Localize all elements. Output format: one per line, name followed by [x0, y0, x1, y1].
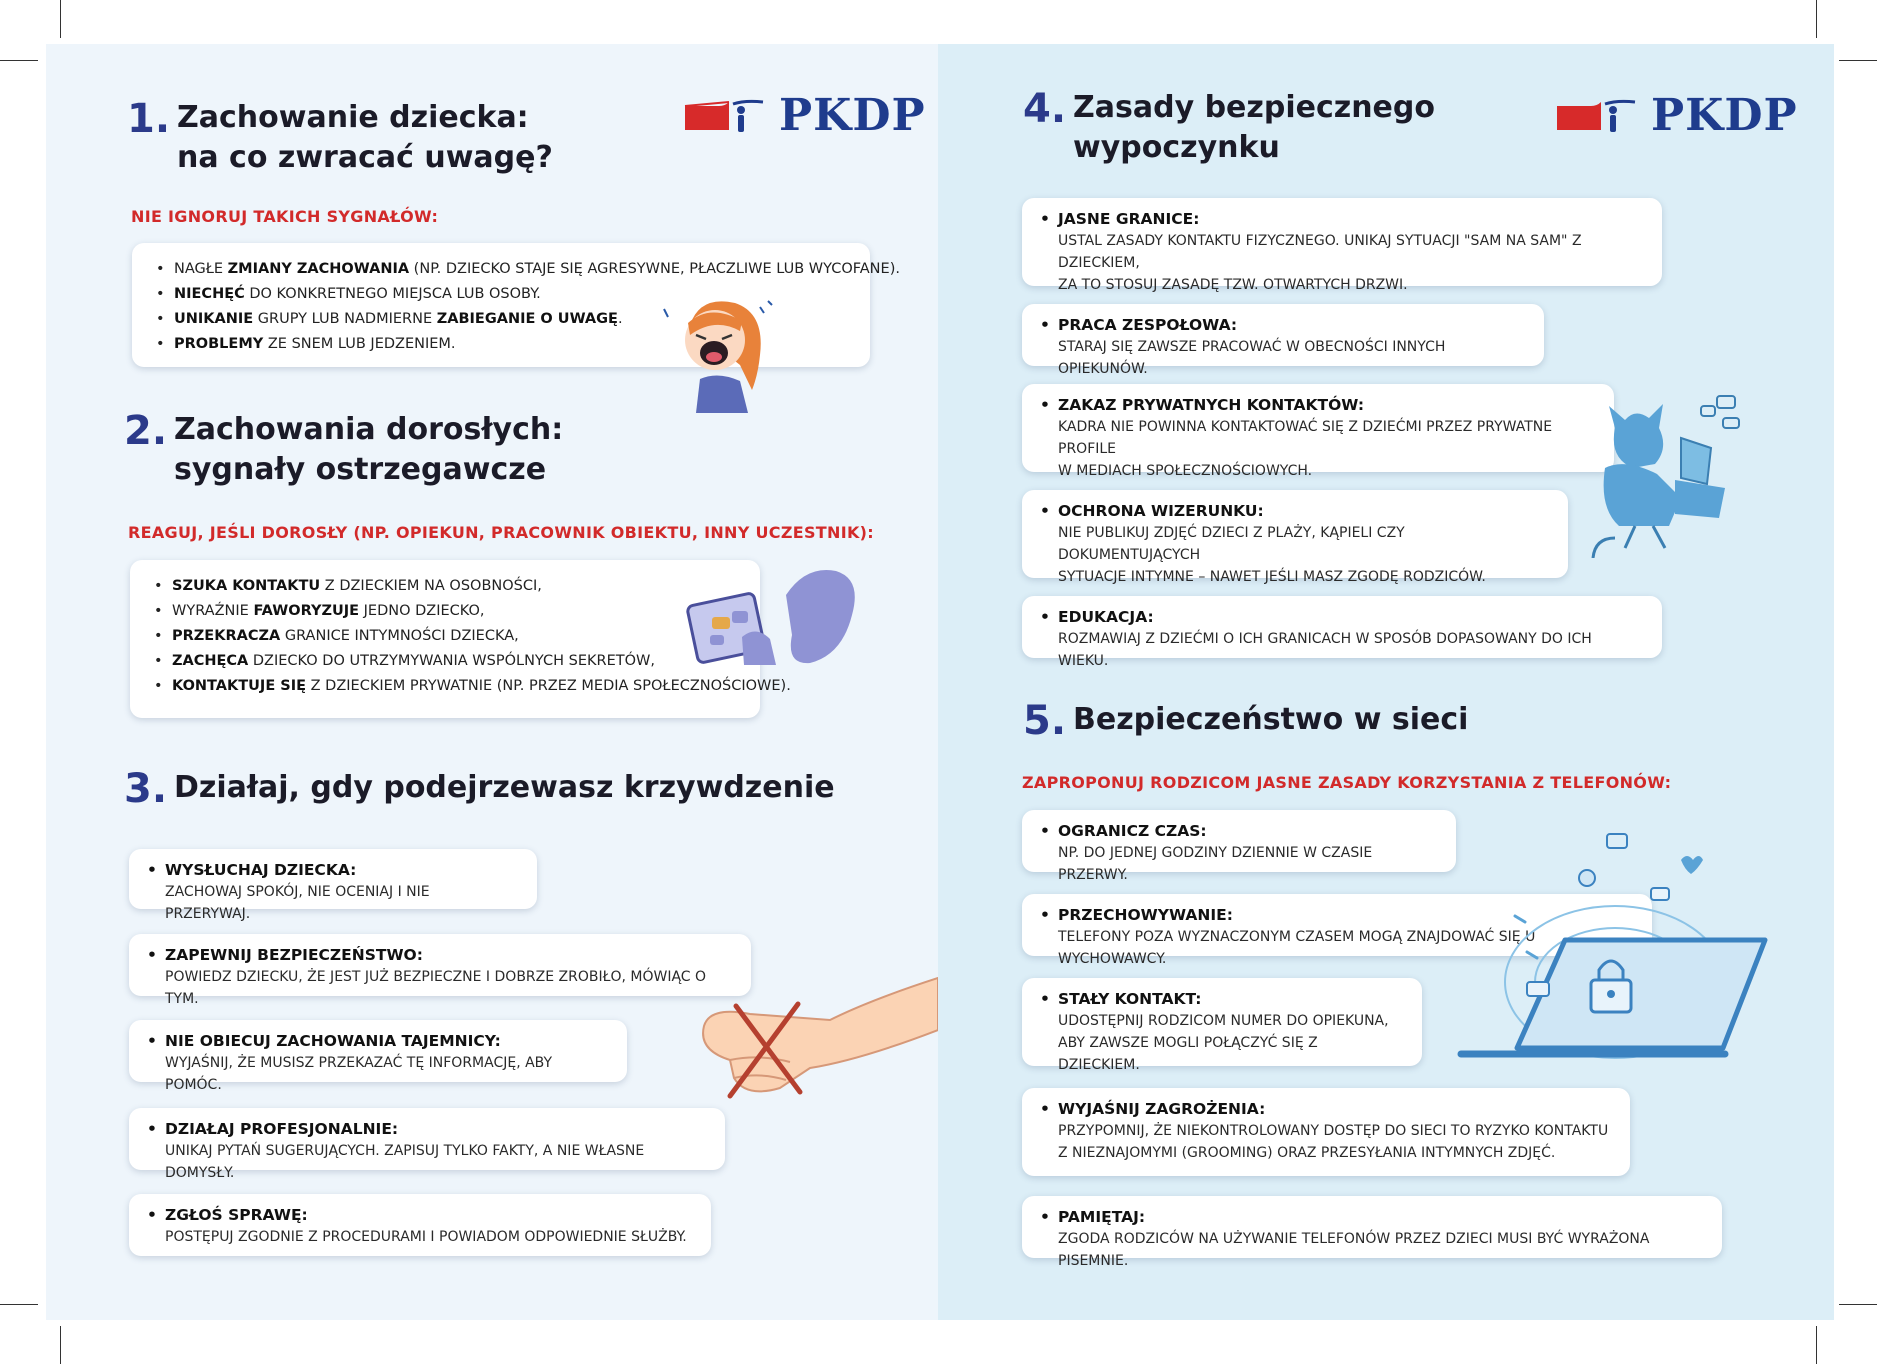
card-heading: • STAŁY KONTAKT:: [1058, 988, 1402, 1010]
card-text: ZACHOWAJ SPOKÓJ, NIE OCENIAJ I NIE PRZERYWAJ.: [165, 884, 430, 922]
section-2-note: REAGUJ, JEŚLI DOROSŁY (NP. OPIEKUN, PRACOWNIK OBIEKTU, INNY UCZESTNIK):: [128, 523, 874, 542]
section-1-header: [127, 98, 553, 178]
card-text: POSTĘPUJ ZGODNIE Z PROCEDURAMI I POWIADOM ODPOWIEDNIE SŁUŻBY.: [165, 1229, 687, 1245]
crop-mark: [60, 1326, 61, 1364]
card-heading: • ZAPEWNIJ BEZPIECZEŃSTWO:: [165, 944, 731, 966]
section-5-card-1: [1022, 810, 1456, 883]
card-heading: • PRACA ZESPOŁOWA:: [1058, 314, 1524, 336]
card-text: STARAJ SIĘ ZAWSZE PRACOWAĆ W OBECNOŚCI INNYCH OPIEKUNÓW.: [1058, 339, 1446, 377]
crop-mark: [1839, 60, 1877, 61]
stop-hand-icon: [690, 970, 938, 1110]
section-3-card-3: [129, 1020, 627, 1093]
section-title: Zachowanie dziecka: na co zwracać uwagę?: [177, 100, 553, 175]
card-text: ZGODA RODZICÓW NA UŻYWANIE TELEFONÓW PRZEZ DZIECI MUSI BYĆ WYRAŻONA PISEMNIE.: [1058, 1231, 1650, 1269]
list-item: • SZUKA KONTAKTU Z DZIECKIEM NA OSOBNOŚCI,: [172, 574, 736, 599]
crop-mark: [1839, 1304, 1877, 1305]
card-heading: • OCHRONA WIZERUNKU:: [1058, 500, 1548, 522]
card-heading: • WYSŁUCHAJ DZIECKA:: [165, 859, 517, 881]
section-number: 4.: [1023, 86, 1067, 132]
list-item: • UNIKANIE GRUPY LUB NADMIERNE ZABIEGANIE O UWAGĘ.: [174, 307, 846, 332]
section-1-note: NIE IGNORUJ TAKICH SYGNAŁÓW:: [131, 207, 439, 226]
section-3-card-5: [129, 1194, 711, 1256]
section-title: Działaj, gdy podejrzewasz krzywdzenie: [174, 770, 835, 805]
list-item: • PROBLEMY ZE SNEM LUB JEDZENIEM.: [174, 332, 846, 357]
crop-mark: [0, 1304, 38, 1305]
card-text: TELEFONY POZA WYZNACZONYM CZASEM MOGĄ ZNAJDOWAĆ SIĘ U WYCHOWAWCY.: [1058, 929, 1536, 967]
section-2-list-card: [130, 560, 791, 718]
crop-mark: [1816, 0, 1817, 38]
section-title: Zachowania dorosłych: sygnały ostrzegawcze: [174, 412, 564, 487]
section-2-header: [124, 410, 563, 490]
card-text: KADRA NIE POWINNA KONTAKTOWAĆ SIĘ Z DZIEĆMI PRZEZ PRYWATNE PROFILE W MEDIACH SPOŁECZNOŚCIOWYCH.: [1058, 419, 1553, 479]
section-3-card-2: [129, 934, 751, 1007]
section-3-card-4: [129, 1108, 725, 1181]
card-heading: • OGRANICZ CZAS:: [1058, 820, 1436, 842]
list-item: • ZACHĘCA DZIECKO DO UTRZYMYWANIA WSPÓLNYCH SEKRETÓW,: [172, 649, 736, 674]
card-heading: • WYJAŚNIJ ZAGROŻENIA:: [1058, 1098, 1610, 1120]
card-text: ROZMAWIAJ Z DZIEĆMI O ICH GRANICACH W SPOSÓB DOPASOWANY DO ICH WIEKU.: [1058, 631, 1592, 669]
card-text: NIE PUBLIKUJ ZDJĘĆ DZIECI Z PLAŻY, KĄPIELI CZY DOKUMENTUJĄCYCH SYTUACJE INTYMNE – NAWET JEŚLI MASZ ZGODĘ RODZICÓW.: [1058, 525, 1486, 585]
phone-hand-icon: [686, 565, 870, 667]
crop-mark: [0, 60, 38, 61]
card-heading: • NIE OBIECUJ ZACHOWANIA TAJEMNICY:: [165, 1030, 607, 1052]
crop-mark: [60, 0, 61, 38]
card-text: POWIEDZ DZIECKU, ŻE JEST JUŻ BEZPIECZNE I DOBRZE ZROBIŁO, MÓWIĄC O TYM.: [165, 969, 707, 1007]
section-5-card-4: [1022, 1088, 1630, 1176]
section-4-card-3: [1022, 384, 1614, 479]
crying-girl-icon: [660, 295, 780, 420]
card-text: PRZYPOMNIJ, ŻE NIEKONTROLOWANY DOSTĘP DO SIECI TO RYZYKO KONTAKTU Z NIEZNAJOMYMI (GROOMING) ORAZ PRZESYŁANIA INTYMNYCH ZDJĘĆ.: [1058, 1123, 1609, 1161]
pkdp-logo-text: PKDP: [1651, 90, 1798, 141]
section-number: 3.: [124, 766, 168, 812]
card-text: WYJAŚNIJ, ŻE MUSISZ PRZEKAZAĆ TĘ INFORMACJĘ, ABY POMÓC.: [165, 1055, 553, 1093]
section-number: 2.: [124, 408, 168, 454]
section-4-header: [1023, 88, 1435, 168]
card-heading: • EDUKACJA:: [1058, 606, 1642, 628]
card-heading: • JASNE GRANICE:: [1058, 208, 1642, 230]
list-item: • WYRAŹNIE FAWORYZUJE JEDNO DZIECKO,: [172, 599, 736, 624]
card-text: NP. DO JEDNEJ GODZINY DZIENNIE W CZASIE PRZERWY.: [1058, 845, 1373, 883]
section-4-card-1: [1022, 198, 1662, 293]
card-text: UDOSTĘPNIJ RODZICOM NUMER DO OPIEKUNA, ABY ZAWSZE MOGLI POŁĄCZYĆ SIĘ Z DZIECKIEM.: [1058, 1013, 1389, 1073]
card-text: UNIKAJ PYTAŃ SUGERUJĄCYCH. ZAPISUJ TYLKO FAKTY, A NIE WŁASNE DOMYSŁY.: [165, 1143, 645, 1181]
card-heading: • PAMIĘTAJ:: [1058, 1206, 1702, 1228]
section-5-card-3: [1022, 978, 1422, 1073]
section-number: 1.: [127, 96, 171, 142]
card-heading: • ZAKAZ PRYWATNYCH KONTAKTÓW:: [1058, 394, 1594, 416]
card-text: USTAL ZASADY KONTAKTU FIZYCZNEGO. UNIKAJ SYTUACJI "SAM NA SAM" Z DZIECKIEM, ZA TO STOSUJ ZASADĘ TZW. OTWARTYCH DRZWI.: [1058, 233, 1582, 293]
pkdp-logo: [1555, 90, 1798, 141]
section-4-card-4: [1022, 490, 1568, 585]
devil-at-computer-icon: [1585, 388, 1745, 558]
section-3-card-1: [129, 849, 537, 922]
section-3-header: [124, 768, 835, 810]
pkdp-logo-mark-icon: [1555, 98, 1645, 134]
section-5-card-5: [1022, 1196, 1722, 1269]
section-5-note: ZAPROPONUJ RODZICOM JASNE ZASADY KORZYSTANIA Z TELEFONÓW:: [1022, 773, 1672, 792]
section-title: Bezpieczeństwo w sieci: [1073, 702, 1469, 737]
pkdp-logo-text: PKDP: [779, 90, 926, 141]
card-heading: • ZGŁOŚ SPRAWĘ:: [165, 1204, 691, 1226]
crop-mark: [1816, 1326, 1817, 1364]
section-title: Zasady bezpiecznego wypoczynku: [1073, 90, 1435, 165]
section-5-header: [1023, 700, 1468, 742]
list-item: • PRZEKRACZA GRANICE INTYMNOŚCI DZIECKA,: [172, 624, 736, 649]
list-item: • NIECHĘĆ DO KONKRETNEGO MIEJSCA LUB OSOBY.: [174, 282, 846, 307]
pkdp-logo-mark-icon: [683, 98, 773, 134]
section-4-card-2: [1022, 304, 1544, 377]
card-heading: • DZIAŁAJ PROFESJONALNIE:: [165, 1118, 705, 1140]
section-number: 5.: [1023, 698, 1067, 744]
laptop-lock-icon: [1455, 822, 1769, 1062]
list-item: • KONTAKTUJE SIĘ Z DZIECKIEM PRYWATNIE (NP. PRZEZ MEDIA SPOŁECZNOŚCIOWE).: [172, 674, 736, 699]
card-heading: • PRZECHOWYWANIE:: [1058, 904, 1632, 926]
list-item: • NAGŁE ZMIANY ZACHOWANIA (NP. DZIECKO STAJE SIĘ AGRESYWNE, PŁACZLIWE LUB WYCOFANE).: [174, 257, 846, 282]
section-4-card-5: [1022, 596, 1662, 669]
pkdp-logo: [683, 90, 926, 141]
